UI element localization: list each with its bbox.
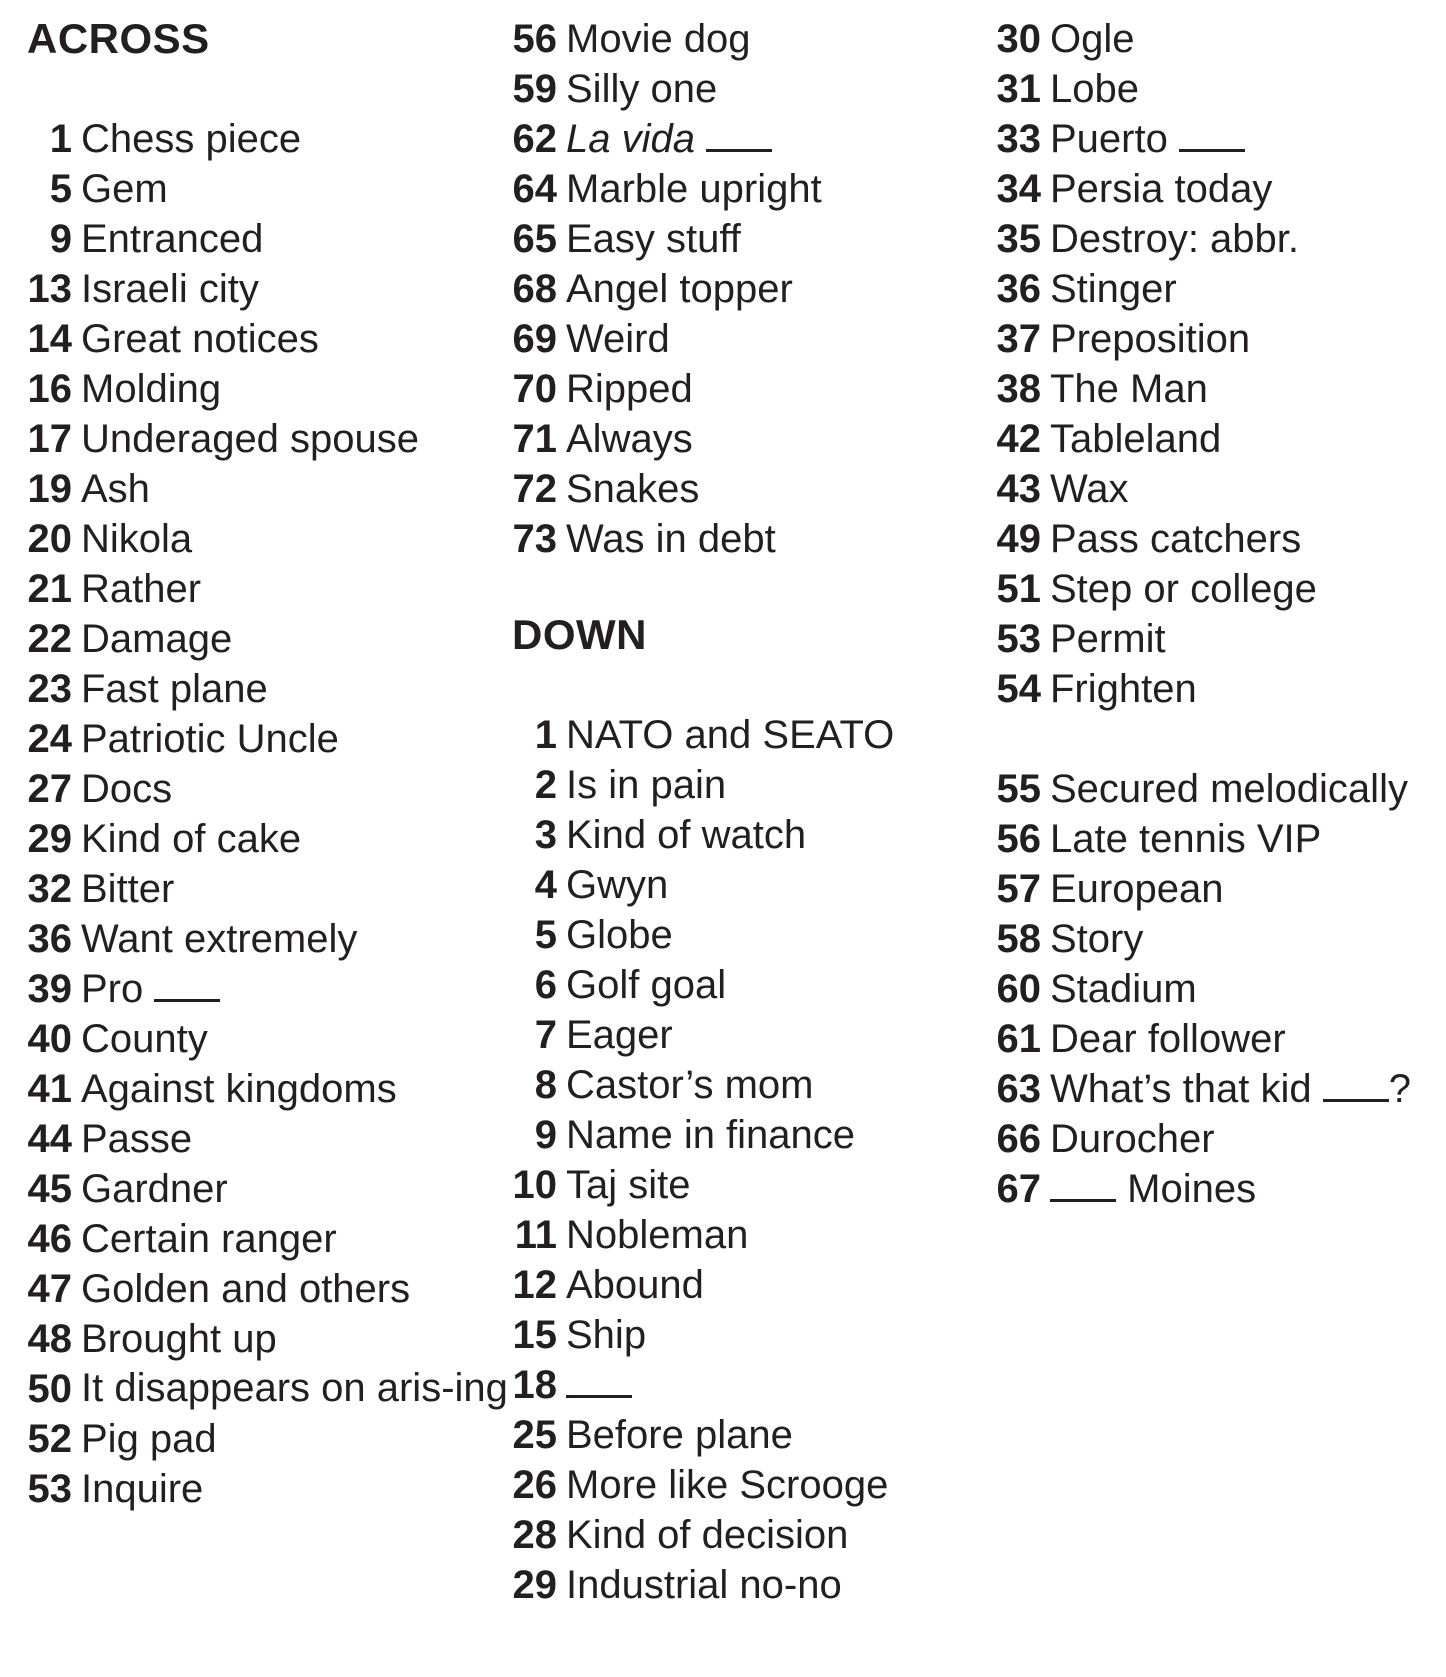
down-clue — [996, 314, 1441, 364]
across-clue — [27, 914, 497, 964]
clue-text: Puerto — [1050, 117, 1168, 161]
clue-number: 9 — [534, 1113, 557, 1157]
clue-number: 17 — [27, 417, 72, 461]
clue-number: 53 — [27, 1467, 72, 1511]
clue-number: 24 — [27, 717, 72, 761]
clue-number: 56 — [512, 17, 557, 61]
across-clue — [512, 64, 972, 114]
clue-text: Pass catchers — [1050, 517, 1302, 561]
down-clue — [512, 1160, 972, 1210]
down-clue — [512, 810, 972, 860]
clue-text: Ship — [566, 1313, 647, 1357]
clue-text: Want extremely — [81, 917, 358, 961]
clue-text: Easy stuff — [566, 217, 741, 261]
clue-text: Bitter — [81, 867, 175, 911]
clue-number: 50 — [27, 1367, 72, 1411]
answer-blank — [706, 119, 772, 152]
clue-number: 5 — [49, 167, 72, 211]
clue-text: More like Scrooge — [566, 1463, 889, 1507]
clue-text: Pro — [81, 967, 144, 1011]
across-clue — [27, 1114, 497, 1164]
across-clue — [27, 1214, 497, 1264]
clue-text: Kind of cake — [81, 817, 302, 861]
clue-number: 59 — [512, 67, 557, 111]
clue-text: Taj site — [566, 1163, 691, 1207]
clue-number: 28 — [512, 1513, 557, 1557]
clue-number: 63 — [996, 1067, 1041, 1111]
clue-text: Kind of watch — [566, 813, 807, 857]
clue-text: Frighten — [1050, 667, 1197, 711]
clue-text: Durocher — [1050, 1117, 1215, 1161]
across-clue — [512, 314, 972, 364]
down-clue — [996, 864, 1441, 914]
clue-text: Inquire — [81, 1467, 204, 1511]
clue-text: Gem — [81, 167, 168, 211]
across-clue — [512, 464, 972, 514]
clue-text: Gardner — [81, 1167, 228, 1211]
clue-number: 57 — [996, 867, 1041, 911]
clue-text: La vida — [566, 117, 695, 161]
clue-number: 47 — [27, 1267, 72, 1311]
clue-number: 68 — [512, 267, 557, 311]
clue-number: 27 — [27, 767, 72, 811]
down-clue — [512, 710, 972, 760]
across-clue — [27, 364, 497, 414]
across-clue — [27, 1364, 511, 1414]
across-heading: ACROSS — [27, 15, 210, 62]
clue-text: The Man — [1050, 367, 1208, 411]
clue-text: Gwyn — [566, 863, 669, 907]
clue-number: 73 — [512, 517, 557, 561]
down-clue — [512, 1060, 972, 1110]
across-clue — [27, 1264, 497, 1314]
down-clue — [512, 1310, 972, 1360]
clue-text: Name in finance — [566, 1113, 856, 1157]
answer-blank — [1050, 1169, 1116, 1202]
clue-number: 55 — [996, 767, 1041, 811]
down-clue — [996, 464, 1441, 514]
across-clue — [27, 514, 497, 564]
clue-number: 22 — [27, 617, 72, 661]
across-clue — [27, 664, 497, 714]
clue-number: 20 — [27, 517, 72, 561]
clue-text: Damage — [81, 617, 233, 661]
clue-text: Weird — [566, 317, 670, 361]
across-clue — [27, 864, 497, 914]
clue-number: 26 — [512, 1463, 557, 1507]
clue-number: 45 — [27, 1167, 72, 1211]
clue-number: 53 — [996, 617, 1041, 661]
clue-text: Is in pain — [566, 763, 727, 807]
clue-number: 42 — [996, 417, 1041, 461]
down-clue — [996, 514, 1441, 564]
answer-blank — [566, 1365, 632, 1398]
clue-text: Globe — [566, 913, 673, 957]
clue-number: 6 — [534, 963, 557, 1007]
clue-text: Chess piece — [81, 117, 302, 161]
down-clue — [996, 14, 1441, 64]
down-clue — [996, 764, 1441, 814]
clue-text: Snakes — [566, 467, 700, 511]
across-clue — [27, 1164, 497, 1214]
clue-number: 2 — [534, 763, 557, 807]
across-clue — [27, 964, 497, 1014]
clue-number: 8 — [534, 1063, 557, 1107]
clue-text: Ripped — [566, 367, 693, 411]
clue-number: 3 — [534, 813, 557, 857]
clue-text: Stinger — [1050, 267, 1177, 311]
clue-number: 1 — [49, 117, 72, 161]
down-clue — [996, 1164, 1441, 1214]
clue-text: Wax — [1050, 467, 1129, 511]
clue-number: 38 — [996, 367, 1041, 411]
down-clue — [512, 860, 972, 910]
across-clue — [27, 1414, 497, 1464]
answer-blank — [154, 969, 220, 1002]
clue-number: 35 — [996, 217, 1041, 261]
clue-text: Great notices — [81, 317, 319, 361]
down-clue — [996, 1114, 1441, 1164]
across-clue — [27, 164, 497, 214]
clue-number: 43 — [996, 467, 1041, 511]
across-clue — [27, 1464, 497, 1514]
column-1 — [27, 14, 508, 1514]
clue-number: 4 — [534, 863, 557, 907]
clue-text: Stadium — [1050, 967, 1197, 1011]
down-clue — [512, 1410, 972, 1460]
clue-text: Destroy: abbr. — [1050, 217, 1300, 261]
clue-number: 7 — [534, 1013, 557, 1057]
down-clue — [996, 614, 1441, 664]
across-clue — [27, 1014, 497, 1064]
clue-number: 40 — [27, 1017, 72, 1061]
across-clue — [512, 14, 972, 64]
down-clue — [512, 1110, 972, 1160]
clue-number: 1 — [534, 713, 557, 757]
clue-text: Industrial no-no — [566, 1563, 842, 1607]
clue-number: 19 — [27, 467, 72, 511]
clue-number: 36 — [996, 267, 1041, 311]
clue-text: Castor’s mom — [566, 1063, 814, 1107]
clue-number: 33 — [996, 117, 1041, 161]
across-clue — [27, 1064, 497, 1114]
clue-text: Was in debt — [566, 517, 776, 561]
clue-text: Before plane — [566, 1413, 793, 1457]
clue-number: 62 — [512, 117, 557, 161]
clue-text: Angel topper — [566, 267, 793, 311]
down-clue — [512, 1560, 972, 1610]
clue-number: 71 — [512, 417, 557, 461]
across-clue — [512, 114, 972, 164]
column-3 — [996, 14, 1441, 1214]
clue-number: 49 — [996, 517, 1041, 561]
answer-blank — [1179, 119, 1245, 152]
clue-text: Eager — [566, 1013, 673, 1057]
clue-number: 67 — [996, 1167, 1041, 1211]
down-clue — [512, 1460, 972, 1510]
down-clue — [996, 964, 1441, 1014]
down-clue — [512, 1010, 972, 1060]
clue-number: 5 — [534, 913, 557, 957]
clue-number: 54 — [996, 667, 1041, 711]
clue-text: Underaged spouse — [81, 417, 420, 461]
down-clue — [996, 214, 1441, 264]
down-clue — [512, 1510, 972, 1560]
down-clue — [512, 1260, 972, 1310]
clue-text: Molding — [81, 367, 222, 411]
down-clue — [512, 1360, 972, 1410]
clue-number: 14 — [27, 317, 72, 361]
column-2 — [512, 14, 972, 1610]
clue-number: 66 — [996, 1117, 1041, 1161]
clue-number: 29 — [27, 817, 72, 861]
clue-number: 58 — [996, 917, 1041, 961]
clue-number: 61 — [996, 1017, 1041, 1061]
clue-number: 64 — [512, 167, 557, 211]
across-clue — [512, 514, 972, 564]
clue-text: It disappears on aris-ing — [81, 1366, 508, 1410]
clue-text: Docs — [81, 767, 173, 811]
down-clue — [996, 564, 1441, 614]
down-clue — [996, 264, 1441, 314]
clue-text: Moines — [1127, 1167, 1257, 1211]
clue-text: Preposition — [1050, 317, 1251, 361]
clue-text: Step or college — [1050, 567, 1317, 611]
down-clue — [996, 664, 1441, 714]
clue-text: Tableland — [1050, 417, 1222, 461]
clue-text: Fast plane — [81, 667, 268, 711]
clue-number: 60 — [996, 967, 1041, 1011]
down-clue — [996, 814, 1441, 864]
clue-text: Against kingdoms — [81, 1067, 397, 1111]
clue-text: Kind of decision — [566, 1513, 849, 1557]
clue-number: 41 — [27, 1067, 72, 1111]
across-clue — [27, 264, 497, 314]
clue-number: 56 — [996, 817, 1041, 861]
down-clue — [512, 1210, 972, 1260]
clue-text: Golf goal — [566, 963, 727, 1007]
clue-number: 69 — [512, 317, 557, 361]
down-clue — [512, 760, 972, 810]
clue-text: Permit — [1050, 617, 1166, 661]
clue-number: 30 — [996, 17, 1041, 61]
down-clue — [512, 960, 972, 1010]
across-clue — [27, 314, 497, 364]
clue-number: 52 — [27, 1417, 72, 1461]
down-clue — [996, 164, 1441, 214]
across-clue — [512, 214, 972, 264]
across-clue — [512, 164, 972, 214]
clue-number: 72 — [512, 467, 557, 511]
clue-number: 9 — [49, 217, 72, 261]
clue-text: Patriotic Uncle — [81, 717, 339, 761]
across-clue — [27, 814, 497, 864]
clue-text: Rather — [81, 567, 202, 611]
clue-number: 46 — [27, 1217, 72, 1261]
down-clue — [996, 1064, 1441, 1114]
down-clue — [996, 1014, 1441, 1064]
clue-text: Pig pad — [81, 1417, 217, 1461]
clue-number: 18 — [512, 1363, 557, 1407]
down-clue — [996, 914, 1441, 964]
clue-number: 37 — [996, 317, 1041, 361]
clue-text: County — [81, 1017, 208, 1061]
clue-text: Always — [566, 417, 693, 461]
clue-text: Entranced — [81, 217, 264, 261]
across-clue — [27, 1314, 497, 1364]
across-clue — [27, 414, 497, 464]
clue-number: 10 — [512, 1163, 557, 1207]
down-heading: DOWN — [512, 611, 647, 658]
clue-text: Passe — [81, 1117, 193, 1161]
clue-number: 11 — [514, 1213, 557, 1257]
clue-text: Nobleman — [566, 1213, 749, 1257]
clue-text: Secured melodically — [1050, 767, 1408, 811]
answer-blank — [1323, 1069, 1389, 1102]
clue-text: Certain ranger — [81, 1217, 337, 1261]
across-clue — [27, 214, 497, 264]
clue-text: Israeli city — [81, 267, 259, 311]
clue-text: Marble upright — [566, 167, 822, 211]
across-clue — [512, 264, 972, 314]
clue-text: Late tennis VIP — [1050, 817, 1322, 861]
down-clue — [512, 910, 972, 960]
clue-text: Dear follower — [1050, 1017, 1286, 1061]
across-clue — [27, 764, 497, 814]
clue-text: Golden and others — [81, 1267, 411, 1311]
clue-number: 23 — [27, 667, 72, 711]
clue-text: Nikola — [81, 517, 193, 561]
across-clue — [27, 714, 497, 764]
clue-number: 29 — [512, 1563, 557, 1607]
across-clue — [512, 364, 972, 414]
clue-suffix: ? — [1388, 1067, 1411, 1111]
across-clue — [27, 564, 497, 614]
down-clue — [996, 64, 1441, 114]
clue-text: Movie dog — [566, 17, 751, 61]
clue-number: 32 — [27, 867, 72, 911]
across-clue — [27, 114, 497, 164]
clue-text: European — [1050, 867, 1224, 911]
clue-text: Ash — [81, 467, 150, 511]
down-clue — [996, 364, 1441, 414]
clue-number: 31 — [996, 67, 1041, 111]
clue-number: 39 — [27, 967, 72, 1011]
down-clue — [996, 414, 1441, 464]
clue-text: Brought up — [81, 1317, 277, 1361]
clue-number: 21 — [27, 567, 72, 611]
clue-number: 48 — [27, 1317, 72, 1361]
clue-text: Abound — [566, 1263, 704, 1307]
clue-text: Story — [1050, 917, 1144, 961]
clue-number: 44 — [27, 1117, 72, 1161]
clue-text: What’s that kid — [1050, 1067, 1312, 1111]
clue-number: 70 — [512, 367, 557, 411]
clue-number: 36 — [27, 917, 72, 961]
clue-number: 65 — [512, 217, 557, 261]
clue-number: 15 — [512, 1313, 557, 1357]
clue-text: Persia today — [1050, 167, 1273, 211]
clue-number: 16 — [27, 367, 72, 411]
across-clue — [512, 414, 972, 464]
clue-number: 25 — [512, 1413, 557, 1457]
clue-text: Ogle — [1050, 17, 1135, 61]
across-clue — [27, 464, 497, 514]
clue-text: Lobe — [1050, 67, 1139, 111]
clue-number: 51 — [996, 567, 1041, 611]
across-clue — [27, 614, 497, 664]
clue-number: 13 — [27, 267, 72, 311]
clue-number: 34 — [996, 167, 1041, 211]
clue-text: Silly one — [566, 67, 718, 111]
clue-number: 12 — [512, 1263, 557, 1307]
clue-text: NATO and SEATO — [566, 713, 895, 757]
down-clue — [996, 114, 1441, 164]
